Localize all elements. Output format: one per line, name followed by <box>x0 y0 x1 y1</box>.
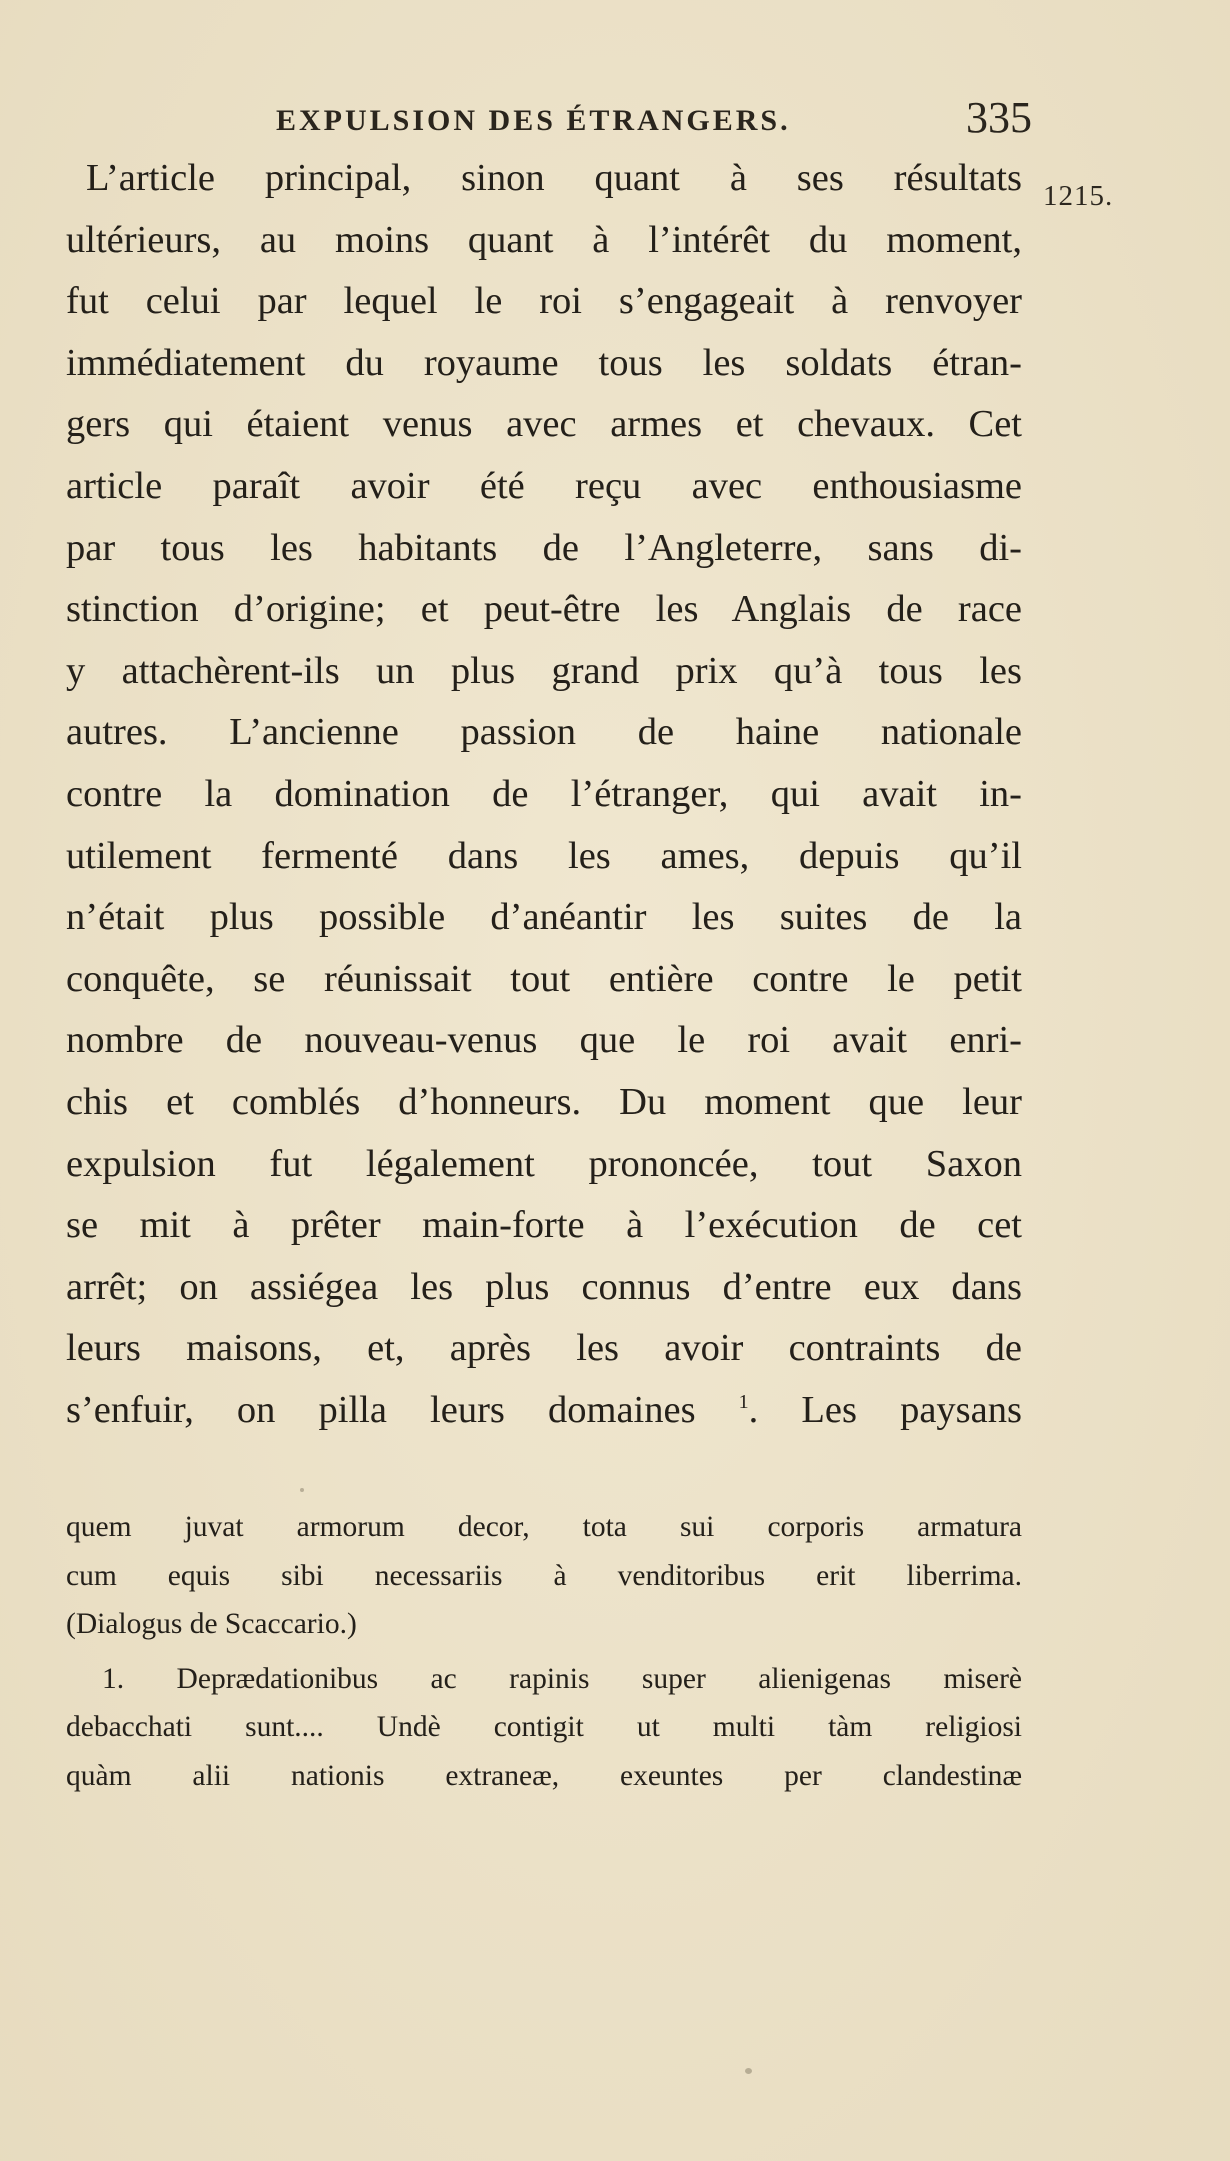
paper-speck <box>745 2068 752 2074</box>
footnotes <box>66 1503 1022 1800</box>
text-fragment: s’enfuir, on pilla leurs domaines <box>66 1388 696 1431</box>
text-line: conquête, se réunissait tout entière contre le petit <box>66 957 1022 1000</box>
text-line: fut celui par lequel le roi s’engageait à renvoyer <box>66 280 1022 323</box>
text-line: autres. L’ancienne passion de haine nationale <box>66 711 1022 754</box>
text-fragment: . Les paysans <box>748 1388 1022 1431</box>
footnote-line: (Dialogus de Scaccario.) <box>66 1608 357 1640</box>
text-line: arrêt; on assiégea les plus connus d’entre eux dans <box>66 1265 1022 1308</box>
text-line: par tous les habitants de l’Angleterre, sans di- <box>66 526 1022 569</box>
text-line: contre la domination de l’étranger, qui avait in- <box>66 772 1022 815</box>
text-line: immédiatement du royaume tous les soldats étran- <box>66 341 1022 384</box>
text-line: gers qui étaient venus avec armes et chevaux. Cet <box>66 403 1022 446</box>
text-line: utilement fermenté dans les ames, depuis qu’il <box>66 834 1022 877</box>
text-line: se mit à prêter main-forte à l’exécution de cet <box>66 1204 1022 1247</box>
text-line-with-note-ref <box>66 1380 1022 1442</box>
main-text <box>66 148 1022 1441</box>
footnote-line: quàm alii nationis extraneæ, exeuntes per clandestinæ <box>66 1759 1022 1792</box>
text-line: nombre de nouveau-venus que le roi avait enri- <box>66 1019 1022 1062</box>
footnote-line: cum equis sibi necessariis à venditoribus erit liberrima. <box>66 1559 1022 1592</box>
text-line: stinction d’origine; et peut-être les Anglais de race <box>66 588 1022 631</box>
text-line: chis et comblés d’honneurs. Du moment que leur <box>66 1080 1022 1123</box>
footnote-reference: 1 <box>738 1391 749 1414</box>
page-number: 335 <box>966 93 1032 142</box>
text-line: L’article principal, sinon quant à ses résultats <box>86 157 1022 199</box>
text-line: article paraît avoir été reçu avec enthousiasme <box>66 464 1022 507</box>
margin-date: 1215. <box>1043 180 1114 212</box>
text-line: n’était plus possible d’anéantir les suites de la <box>66 896 1022 939</box>
text-line: leurs maisons, et, après les avoir contraints de <box>66 1327 1022 1370</box>
text-line: ultérieurs, au moins quant à l’intérêt du moment, <box>66 218 1022 261</box>
page-header <box>276 92 1032 152</box>
text-line: expulsion fut légalement prononcée, tout Saxon <box>66 1142 1022 1185</box>
text-line: y attachèrent-ils un plus grand prix qu’à tous les <box>66 649 1022 692</box>
footnote-line: 1. Deprædationibus ac rapinis super alienigenas miserè <box>102 1662 1022 1695</box>
footnote-line: debacchati sunt.... Undè contigit ut multi tàm religiosi <box>66 1711 1022 1743</box>
paper-speck <box>300 1488 304 1492</box>
running-head: EXPULSION DES ÉTRANGERS. <box>276 104 791 137</box>
footnote-line: quem juvat armorum decor, tota sui corporis armatura <box>66 1511 1022 1543</box>
